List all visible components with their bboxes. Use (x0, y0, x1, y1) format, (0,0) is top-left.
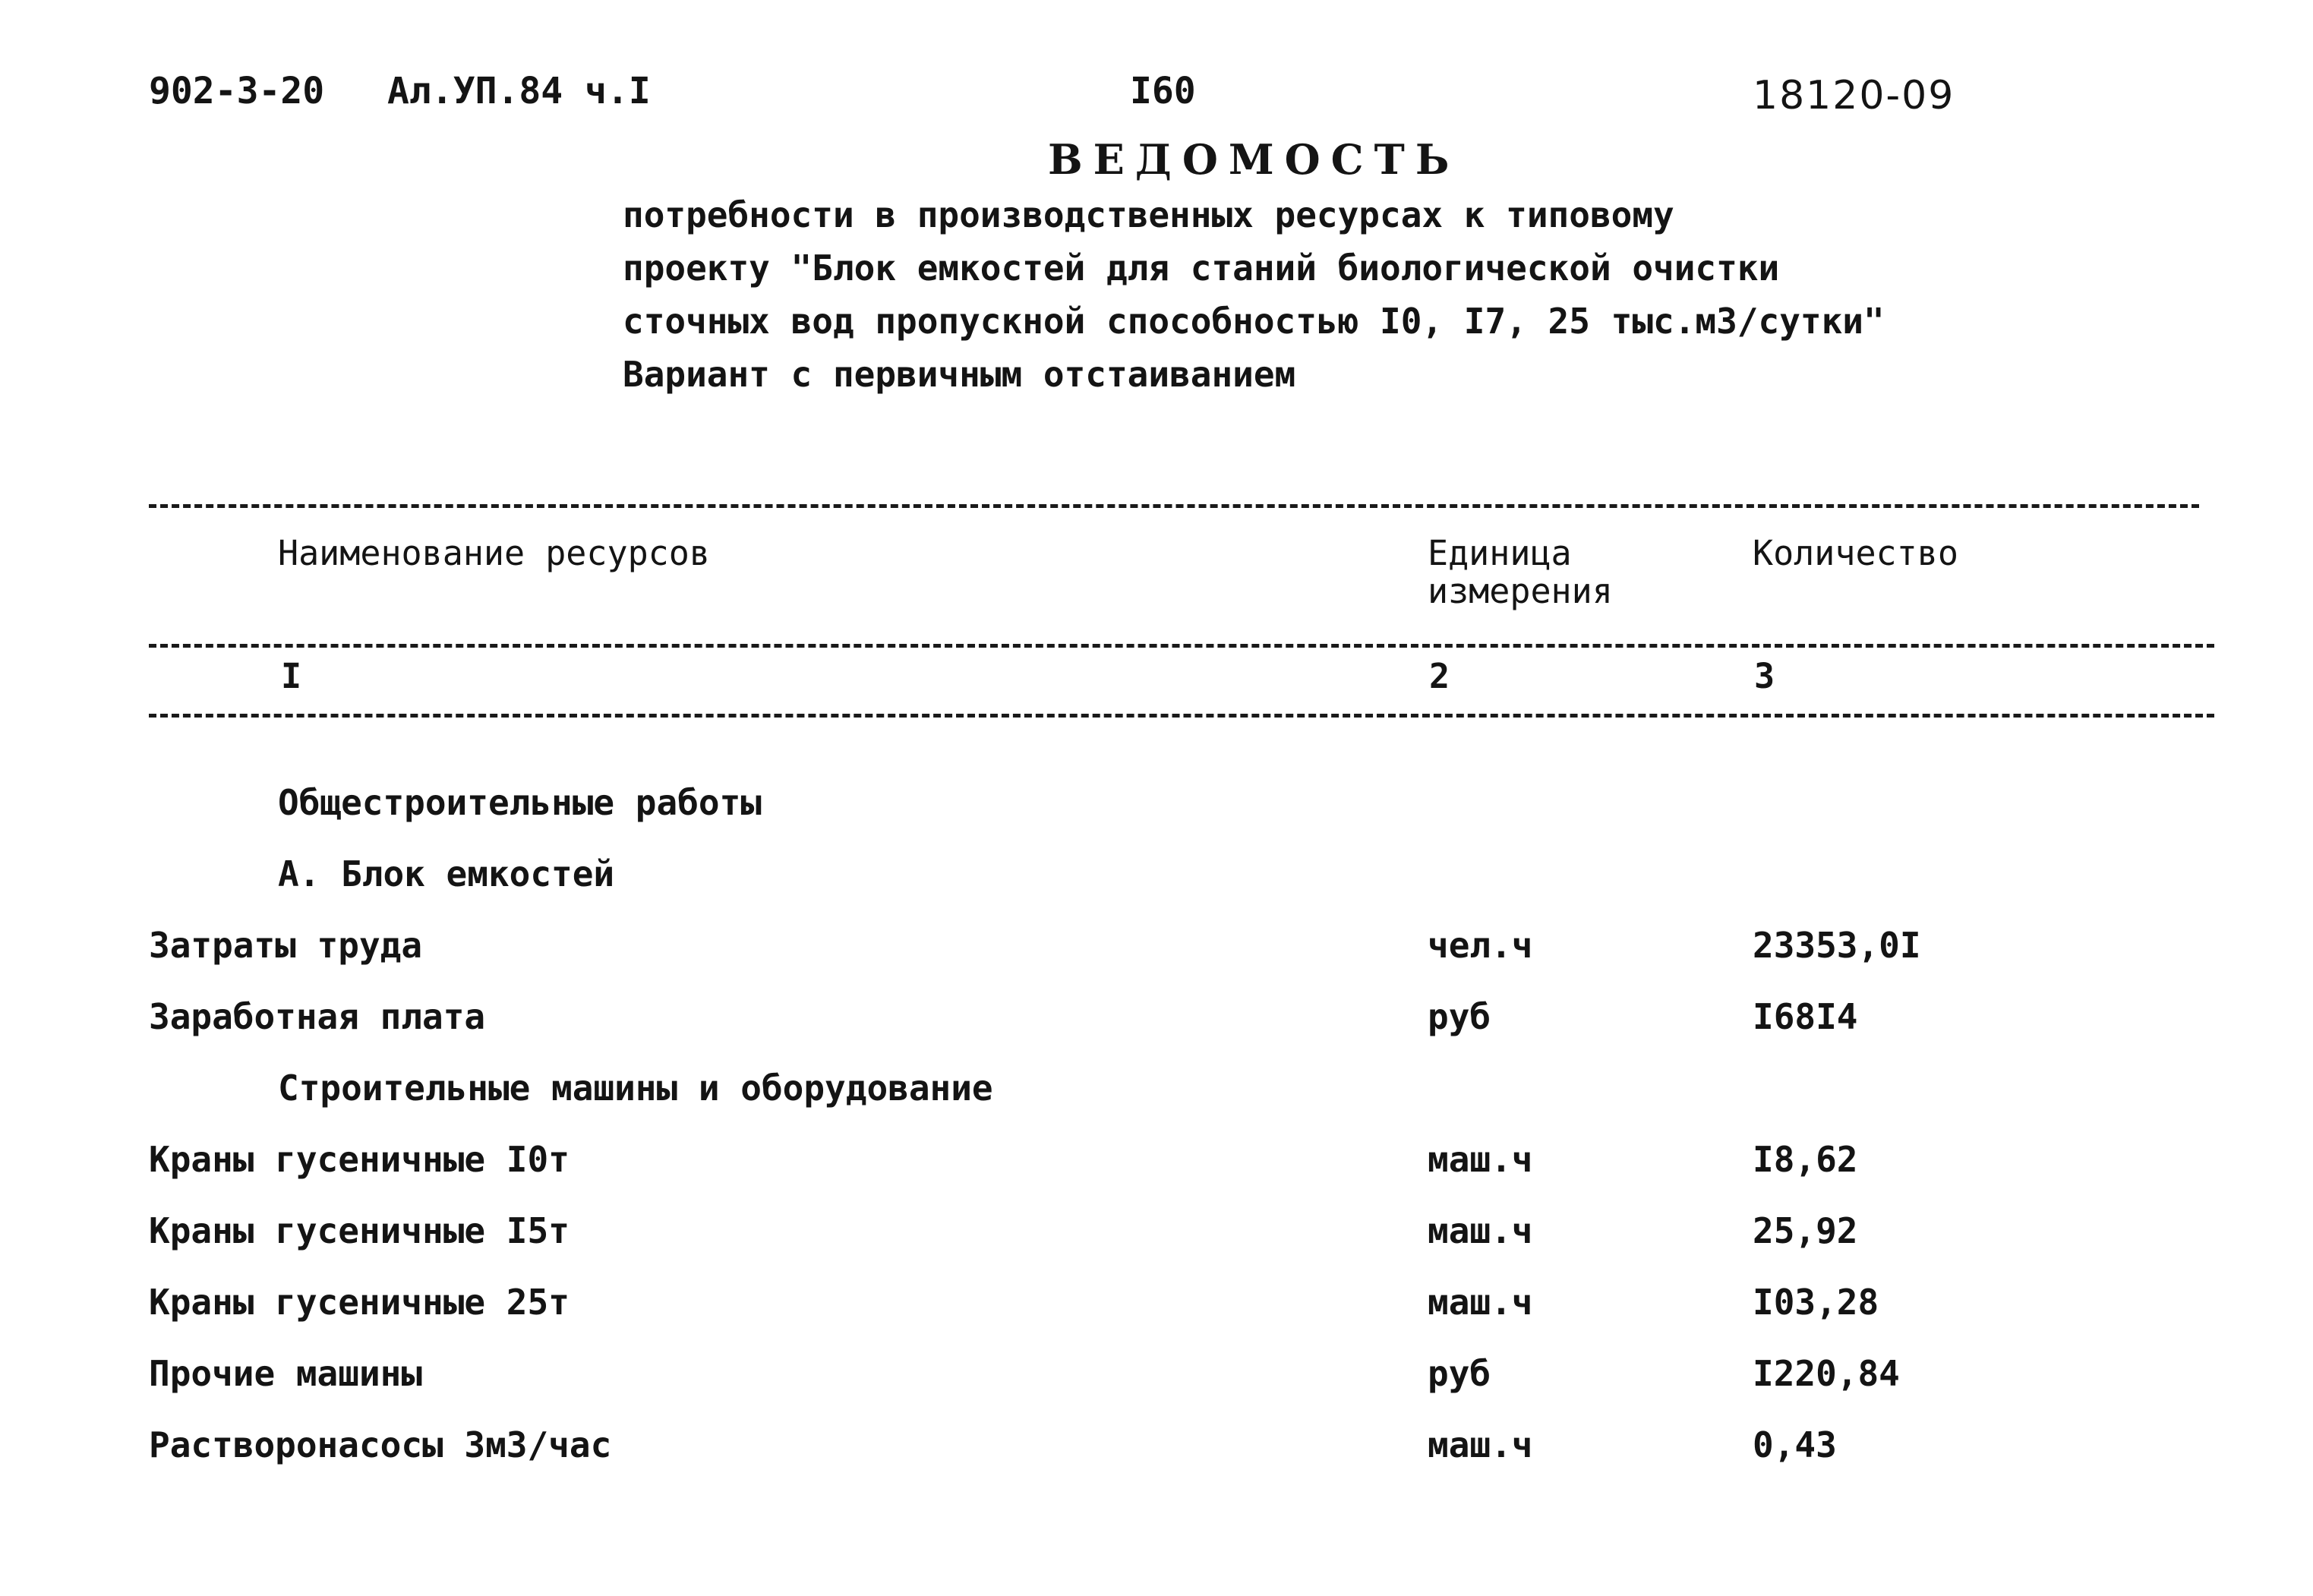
subtitle-line-2: проекту "Блок емкостей для станий биологической очистки (623, 248, 1780, 289)
table-row-unit: маш.ч (1428, 1424, 1533, 1465)
section-heading-machines: Строительные машины и оборудование (278, 1068, 993, 1109)
column-number-1: I (281, 656, 302, 696)
table-row-name: Прочие машины (149, 1353, 423, 1394)
stamp-number: 18120-09 (1753, 73, 1955, 118)
column-header-quantity: Количество (1753, 533, 1958, 573)
table-row-name: Заработная плата (149, 996, 486, 1037)
table-row-name: Краны гусеничные I5т (149, 1210, 570, 1251)
table-row-quantity: 23353,0I (1753, 925, 1921, 966)
column-header-unit-line2: измерения (1428, 571, 1613, 611)
table-row-unit: руб (1428, 996, 1491, 1037)
column-header-name: Наименование ресурсов (278, 533, 710, 573)
table-row-quantity: 0,43 (1753, 1424, 1837, 1465)
subtitle-line-4: Вариант с первичным отстаиванием (623, 354, 1296, 395)
column-header-unit: Единица (1428, 533, 1572, 573)
table-row-quantity: I68I4 (1753, 996, 1858, 1037)
table-row-unit: руб (1428, 1353, 1491, 1394)
table-numbering-rule (149, 714, 2214, 718)
subtitle-line-3: сточных вод пропускной способностью I0, I7, 25 тыс.м3/сутки" (623, 301, 1885, 342)
subtitle-line-1: потребности в производственных ресурсах к типовому (623, 194, 1674, 235)
table-row-name: Растворонасосы 3м3/час (149, 1424, 612, 1465)
section-heading-tank-block: А. Блок емкостей (278, 853, 615, 894)
table-row-unit: маш.ч (1428, 1139, 1533, 1180)
section-heading-general-works: Общестроительные работы (278, 782, 762, 823)
table-row-quantity: 25,92 (1753, 1210, 1858, 1251)
document-title: ВЕДОМОСТЬ (1048, 135, 1460, 184)
column-number-2: 2 (1429, 656, 1450, 696)
table-row-quantity: I03,28 (1753, 1282, 1879, 1323)
table-top-rule (149, 504, 2199, 508)
table-header-rule (149, 644, 2214, 648)
column-number-3: 3 (1754, 656, 1775, 696)
table-row-quantity: I220,84 (1753, 1353, 1900, 1394)
table-row-unit: маш.ч (1428, 1282, 1533, 1323)
table-row-name: Затраты труда (149, 925, 423, 966)
table-row-name: Краны гусеничные I0т (149, 1139, 570, 1180)
table-row-name: Краны гусеничные 25т (149, 1282, 570, 1323)
page-number: I60 (1130, 70, 1196, 112)
table-row-unit: чел.ч (1428, 925, 1533, 966)
album-reference: Ал.УП.84 ч.I (387, 70, 651, 112)
table-row-quantity: I8,62 (1753, 1139, 1858, 1180)
document-code: 902-3-20 (149, 70, 325, 112)
table-row-unit: маш.ч (1428, 1210, 1533, 1251)
